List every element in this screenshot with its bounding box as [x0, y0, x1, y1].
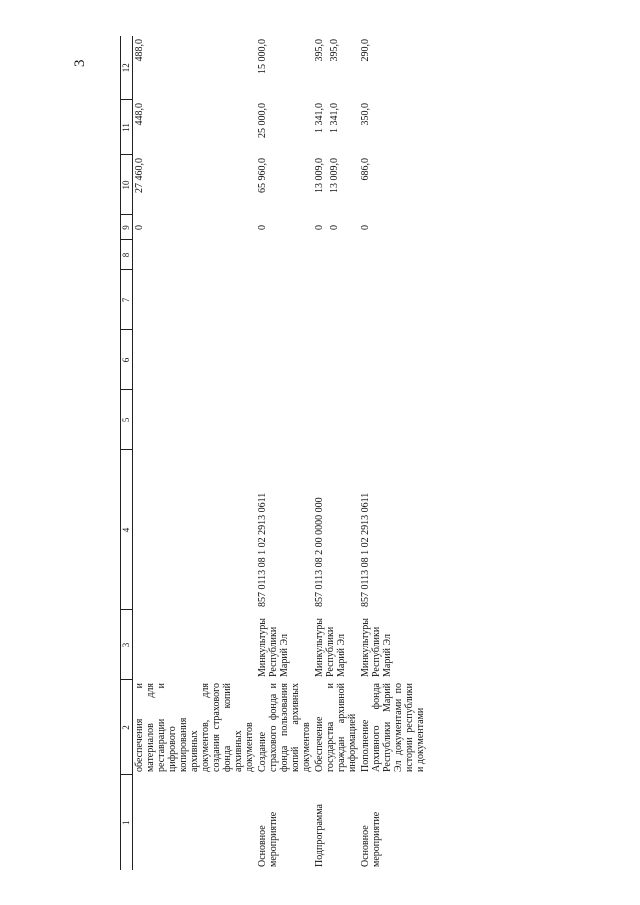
value-cell: 448,0 — [134, 103, 145, 126]
row-code: 857 0113 08 1 02 2913 0611 — [360, 492, 371, 607]
column-header: 5 — [121, 390, 133, 450]
column-header: 2 — [121, 680, 133, 775]
table-row — [359, 36, 427, 870]
program-table — [120, 36, 427, 870]
value-cell: 395,0 — [314, 39, 325, 62]
value-cell: 27 460,0 — [134, 158, 145, 193]
column-header: 6 — [121, 330, 133, 390]
row-name: Создание страхового фонда и фонда пользования копий архивных документов — [257, 683, 312, 772]
value-cell: 488,0 — [134, 39, 145, 62]
value-cell: 0 — [134, 225, 145, 230]
row-name: обеспечения и материалов для реставрации и цифрового копирования архивных документов, для создания страхового фонда копий архивных документов — [134, 683, 255, 772]
value-cell: 350,0 — [360, 103, 371, 126]
table-row — [256, 36, 313, 870]
value-cell: 686,0 — [360, 158, 371, 181]
row-code — [133, 450, 257, 610]
column-header: 3 — [121, 610, 133, 680]
value-cell: 0 — [314, 225, 325, 230]
row-name: Обеспечение государства и граждан архивной информацией — [314, 683, 358, 772]
column-header: 12 — [121, 36, 133, 100]
value-cell: 0 — [329, 225, 340, 230]
row-name: Пополнение Архивного фонда Республики Марий Эл документами по истории республики и документами — [360, 683, 426, 772]
row-code: 857 0113 08 1 02 2913 0611 — [257, 492, 268, 607]
value-cell: 25 000,0 — [257, 103, 268, 138]
header-row — [121, 36, 133, 870]
value-cell: 0 — [360, 225, 371, 230]
row-type: Основное мероприятие — [257, 811, 279, 867]
rotated-sheet — [100, 0, 640, 905]
value-cell: 15 000,0 — [257, 39, 268, 74]
value-cell: 395,0 — [329, 39, 340, 62]
column-header: 11 — [121, 100, 133, 155]
table-row — [133, 36, 257, 870]
page-number: 3 — [72, 59, 88, 67]
value-cell: 1 341,0 — [329, 103, 340, 133]
row-executor — [133, 610, 257, 680]
column-header: 8 — [121, 240, 133, 270]
column-header: 9 — [121, 215, 133, 240]
column-header: 4 — [121, 450, 133, 610]
table-row — [313, 36, 359, 870]
column-header: 1 — [121, 775, 133, 870]
row-type — [133, 775, 257, 870]
row-type: Подпрограмма — [314, 804, 325, 867]
value-cell: 290,0 — [360, 39, 371, 62]
row-code: 857 0113 08 2 00 0000 000 — [314, 497, 325, 607]
row-type: Основное мероприятие — [360, 811, 382, 867]
column-header: 10 — [121, 155, 133, 215]
row-executor: Минкультуры Республики Марий Эл — [257, 618, 290, 677]
value-cell: 13 009,0 — [329, 158, 340, 193]
value-cell: 0 — [257, 225, 268, 230]
row-executor: Минкультуры Республики Марий Эл — [360, 618, 393, 677]
value-cell: 1 341,0 — [314, 103, 325, 133]
row-executor: Минкультуры Республики Марий Эл — [314, 618, 347, 677]
value-cell: 65 960,0 — [257, 158, 268, 193]
column-header: 7 — [121, 270, 133, 330]
value-cell: 13 009,0 — [314, 158, 325, 193]
